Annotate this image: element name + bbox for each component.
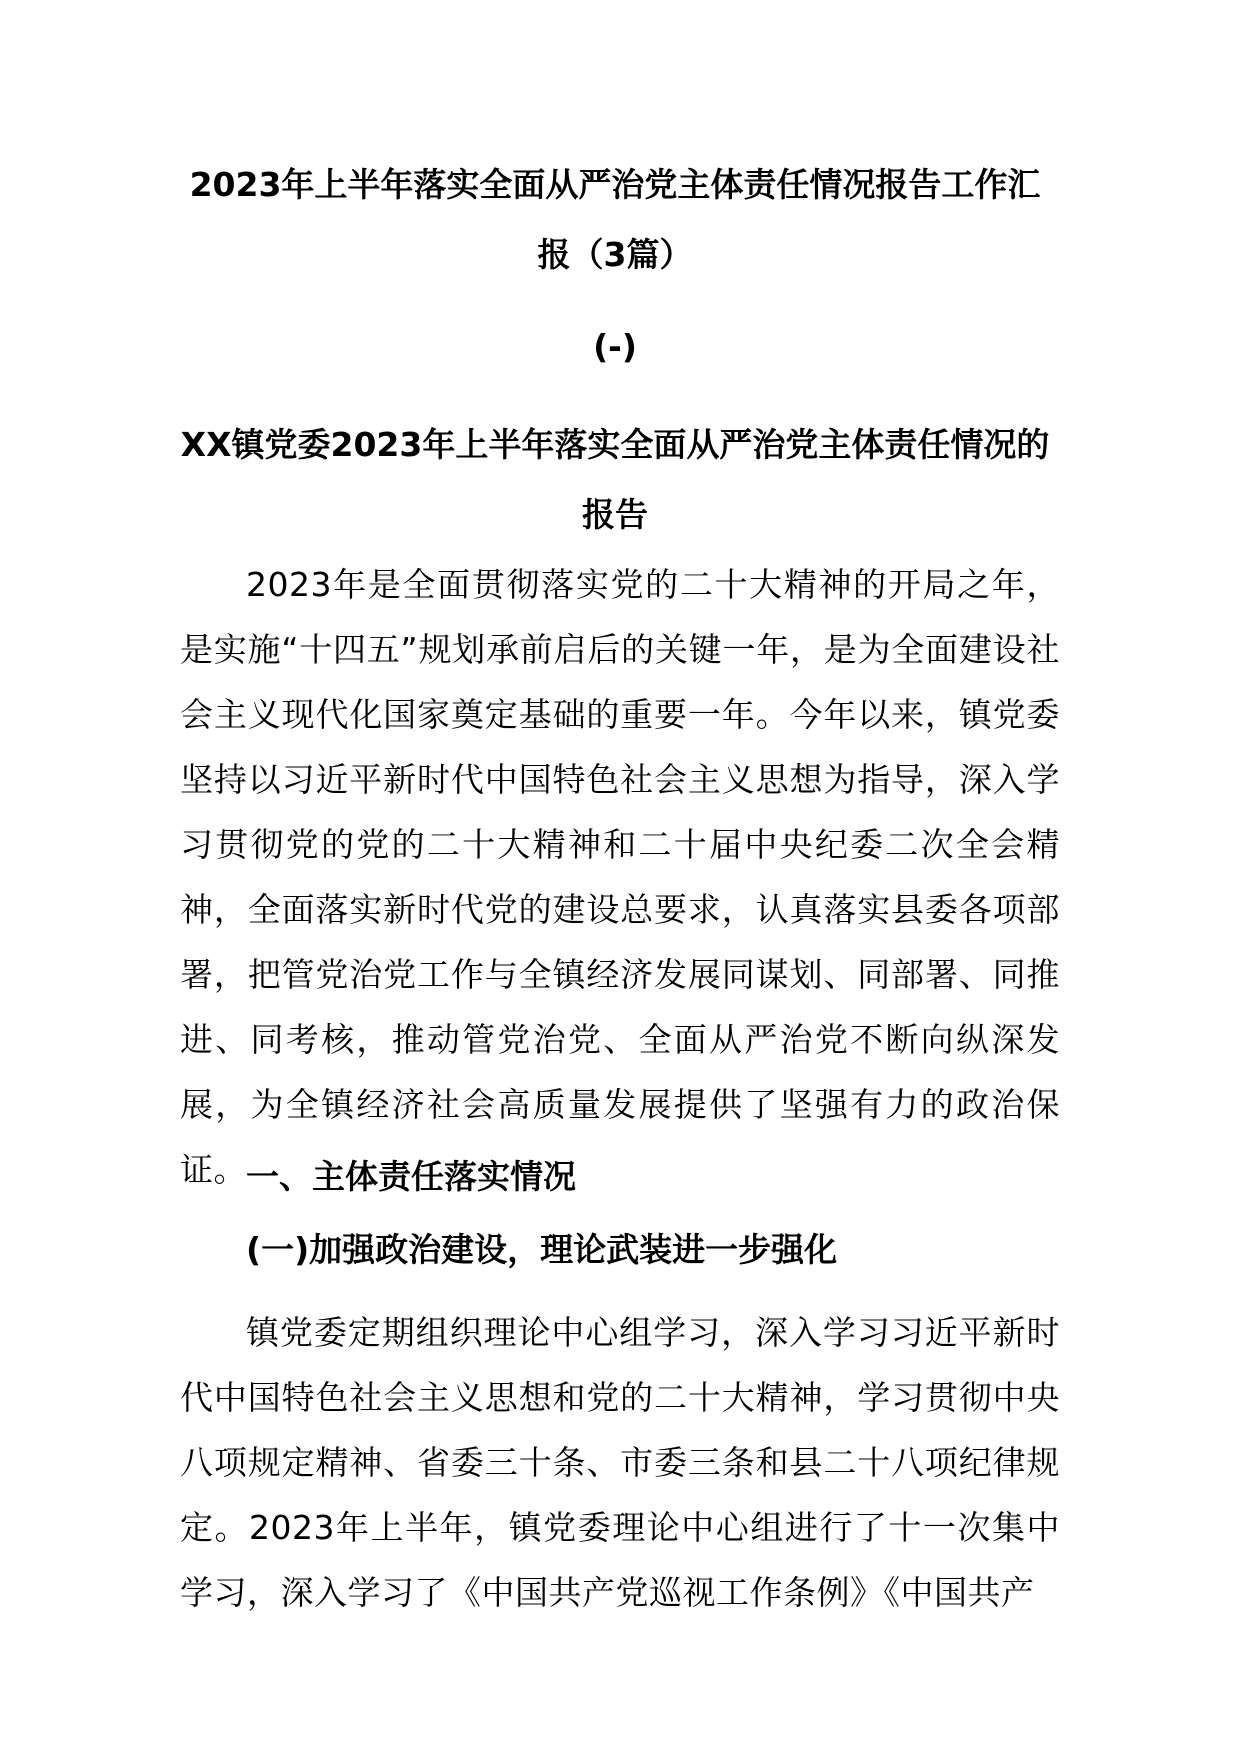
body-paragraph-2: 镇党委定期组织理论中心组学习，深入学习习近平新时代中国特色社会主义思想和党的二十大精神，学习贯彻中央八项规定精神、省委三十条、市委三条和县二十八项纪律规定。2023年上半年，镇党委理论中心组进行了十一次集中学习，深入学习了《中国共产党巡视工作条例》《中国共产: [180, 1313, 1060, 1612]
part-marker: (-): [593, 327, 637, 366]
body-paragraph-1: 2023年是全面贯彻落实党的二十大精神的开局之年，是实施“十四五”规划承前启后的关键一年，是为全面建设社会主义现代化国家奠定基础的重要一年。今年以来，镇党委坚持以习近平新时代中国特色社会主义思想为指导，深入学习贯彻党的党的二十大精神和二十届中央纪委二次全会精神，全面落实新时代党的建设总要求，认真落实县委各项部署，把管党治党工作与全镇经济发展同谋划、同部署、同推进、同考核，推动管党治党、全面从严治党不断向纵深发展，为全镇经济社会高质量发展提供了坚强有力的政治保证。: [180, 565, 1060, 1189]
section-heading-1: 一、主体责任落实情况: [246, 1157, 576, 1196]
report-title: XX镇党委2023年上半年落实全面从严治党主体责任情况的报告: [180, 425, 1050, 534]
subsection-heading-1: (一)加强政治建设，理论武装进一步强化: [246, 1230, 838, 1269]
document-title: 2023年上半年落实全面从严治党主体责任情况报告工作汇报（3篇）: [189, 165, 1041, 274]
